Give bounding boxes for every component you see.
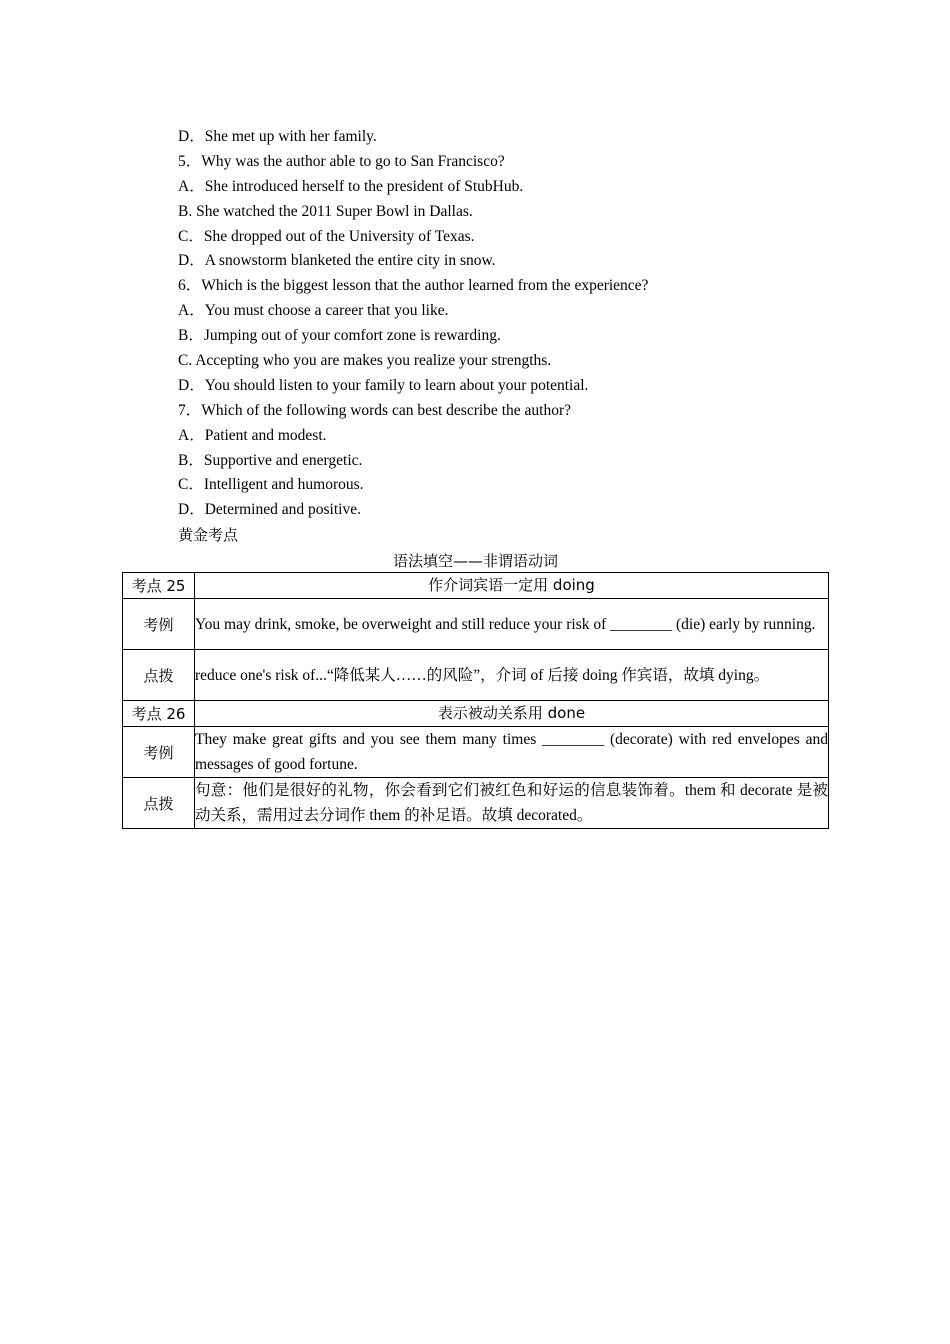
- table-row: [123, 650, 829, 701]
- table-row: [123, 573, 829, 599]
- table-row: [123, 599, 829, 650]
- tip-label: 点拨: [123, 650, 195, 701]
- section-title: 语法填空——非谓语动词: [392, 552, 558, 570]
- table-row: [123, 701, 829, 727]
- point-label: 考点 26: [123, 701, 195, 727]
- question-line: 5．Why was the author able to go to San Francisco?: [178, 152, 505, 170]
- point-topic-text: 表示被动关系用 done: [437, 704, 586, 722]
- tip-cell: [195, 650, 829, 701]
- table-row: [123, 727, 829, 778]
- question-line: 6．Which is the biggest lesson that the author learned from the experience?: [178, 277, 649, 295]
- example-cell: [195, 599, 829, 650]
- point-topic: [195, 573, 829, 599]
- point-topic: [195, 701, 829, 727]
- table-row: [123, 778, 829, 829]
- example-label: 考例: [123, 727, 195, 778]
- option-line: B. She watched the 2011 Super Bowl in Dallas.: [178, 202, 473, 220]
- grammar-table: [122, 572, 829, 829]
- option-line: D．A snowstorm blanketed the entire city in snow.: [178, 252, 496, 270]
- example-label: 考例: [123, 599, 195, 650]
- example-text: They make great gifts and you see them many times ________ (decorate) with red envelopes and messages of good fortune.: [195, 731, 828, 773]
- point-label: 考点 25: [123, 573, 195, 599]
- option-line: B．Jumping out of your comfort zone is rewarding.: [178, 327, 501, 345]
- option-line: C．She dropped out of the University of Texas.: [178, 227, 475, 245]
- tip-text: reduce one's risk of...“降低某人……的风险”，介词 of 后接 doing 作宾语，故填 dying。: [195, 666, 770, 684]
- tip-cell: [195, 778, 829, 829]
- option-line: A．Patient and modest.: [178, 426, 327, 444]
- question-line: 7．Which of the following words can best describe the author?: [178, 401, 571, 419]
- tip-text: 句意：他们是很好的礼物，你会看到它们被红色和好运的信息装饰着。them 和 decorate 是被动关系，需用过去分词作 them 的补足语。故填 decorated。: [195, 782, 828, 824]
- point-topic-text: 作介词宾语一定用 doing: [428, 576, 595, 594]
- option-line: B．Supportive and energetic.: [178, 451, 363, 469]
- option-line: D．Determined and positive.: [178, 501, 361, 519]
- tip-label: 点拨: [123, 778, 195, 829]
- option-line: A．You must choose a career that you like.: [178, 302, 449, 320]
- option-line: A．She introduced herself to the president of StubHub.: [178, 177, 524, 195]
- example-cell: [195, 727, 829, 778]
- option-line: D．You should listen to your family to learn about your potential.: [178, 376, 589, 394]
- question-block: [178, 125, 838, 548]
- golden-heading: 黄金考点: [178, 526, 239, 545]
- example-text: You may drink, smoke, be overweight and still reduce your risk of ________ (die) early by running.: [195, 615, 816, 633]
- option-line: C．Intelligent and humorous.: [178, 476, 364, 494]
- option-line: D．She met up with her family.: [178, 128, 377, 145]
- option-line: C. Accepting who you are makes you realize your strengths.: [178, 352, 552, 370]
